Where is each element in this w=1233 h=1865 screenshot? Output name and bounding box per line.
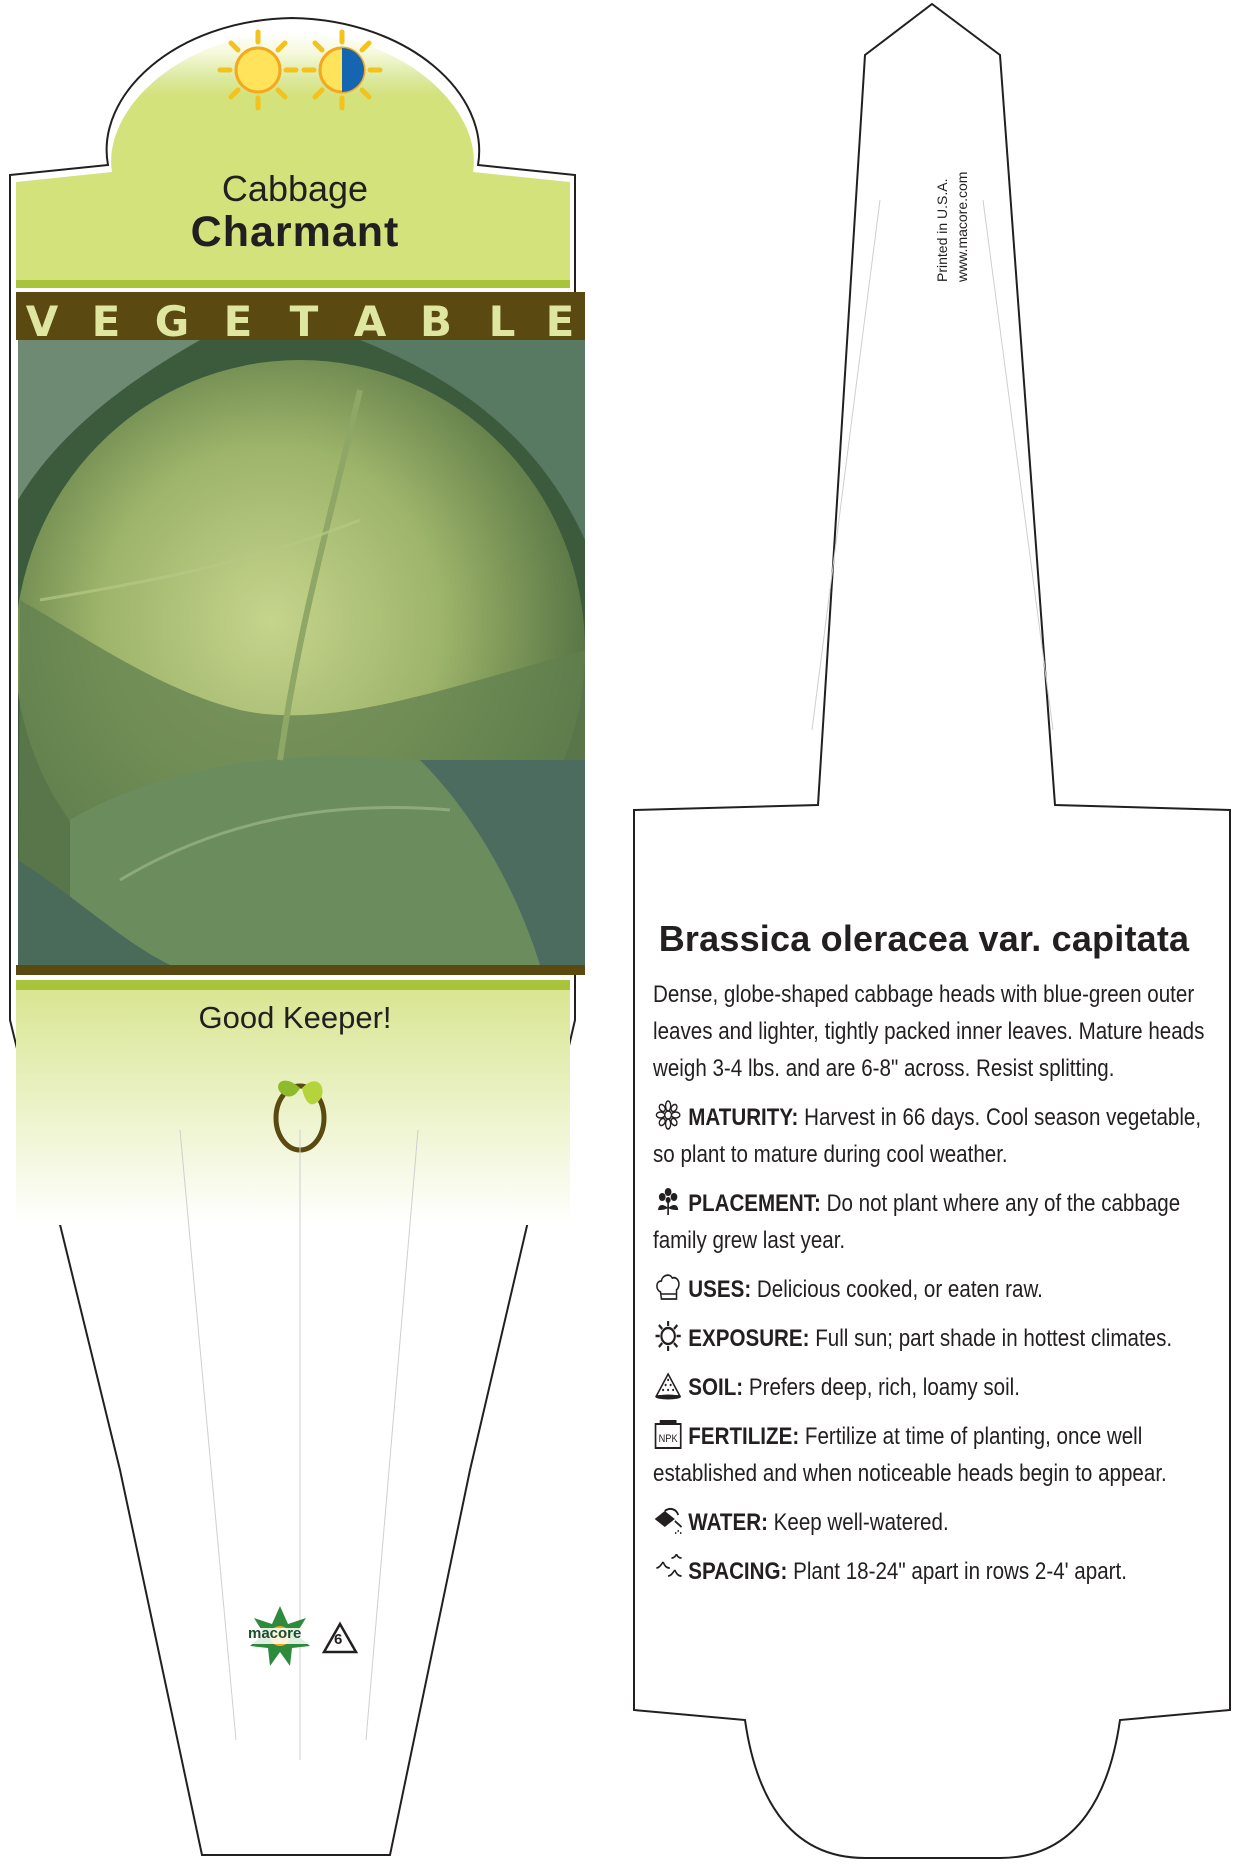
placement-label: PLACEMENT: bbox=[688, 1190, 821, 1217]
category-letter: V bbox=[25, 297, 59, 346]
water-section bbox=[653, 1504, 1216, 1541]
soil-label: SOIL: bbox=[688, 1374, 744, 1401]
spacing-icon bbox=[653, 1554, 683, 1584]
recycle-number: 6 bbox=[334, 1631, 343, 1648]
part-sun-icon bbox=[304, 32, 380, 108]
cultivar-name: Charmant bbox=[190, 208, 400, 256]
spacing-section bbox=[653, 1553, 1216, 1590]
botanical-name: Brassica oleracea var. capitata bbox=[658, 918, 1190, 959]
category-letter: G bbox=[154, 297, 190, 346]
full-sun-icon bbox=[220, 32, 296, 108]
soil-icon bbox=[653, 1370, 683, 1400]
accent-line-bottom bbox=[16, 980, 570, 990]
maturity-label: MATURITY: bbox=[688, 1104, 799, 1131]
fertilize-text: Fertilize at time of planting, once well established and when noticeable heads begin to appear. bbox=[653, 1423, 1167, 1487]
fertilize-section bbox=[653, 1418, 1216, 1492]
exposure-text: Full sun; part shade in hottest climates. bbox=[809, 1325, 1173, 1352]
printed-in-text: Printed in U.S.A. bbox=[934, 178, 950, 282]
accent-band-bottom bbox=[16, 965, 585, 975]
placement-section bbox=[653, 1185, 1216, 1259]
description: Dense, globe-shaped cabbage heads with blue-green outer leaves and lighter, tightly packed inner leaves. Mature heads weigh 3-4 lbs. and are 6-8" across. Resist splitting. bbox=[653, 981, 1205, 1082]
category-letter: E bbox=[91, 297, 121, 346]
exposure-label: EXPOSURE: bbox=[688, 1325, 810, 1352]
maturity-text: Harvest in 66 days. Cool season vegetable, so plant to mature during cool weather. bbox=[653, 1104, 1202, 1168]
category-letter: T bbox=[289, 297, 319, 346]
uses-label: USES: bbox=[688, 1276, 752, 1303]
soil-text: Prefers deep, rich, loamy soil. bbox=[743, 1374, 1020, 1401]
category-letter: B bbox=[419, 297, 452, 346]
water-text: Keep well-watered. bbox=[767, 1509, 949, 1536]
common-name: Cabbage bbox=[221, 168, 369, 209]
category-letter: E bbox=[223, 297, 253, 346]
care-info bbox=[653, 976, 1205, 1602]
watering-can-icon bbox=[653, 1505, 683, 1535]
printed-info bbox=[932, 92, 976, 282]
flower-icon bbox=[653, 1100, 683, 1130]
spacing-text: Plant 18-24" apart in rows 2-4' apart. bbox=[787, 1558, 1127, 1585]
soil-section bbox=[653, 1369, 1216, 1406]
svg-text:NPK: NPK bbox=[658, 1433, 678, 1446]
category-letter: E bbox=[545, 297, 575, 346]
category-letter: A bbox=[353, 297, 387, 346]
plant-icon bbox=[653, 1186, 683, 1216]
slogan: Good Keeper! bbox=[198, 1000, 392, 1035]
chef-hat-icon bbox=[653, 1272, 683, 1302]
fertilize-label: FERTILIZE: bbox=[688, 1423, 800, 1450]
macore-logo-text: macore bbox=[248, 1625, 302, 1642]
exposure-section bbox=[653, 1320, 1216, 1357]
spacing-label: SPACING: bbox=[688, 1558, 788, 1585]
accent-line-top bbox=[16, 280, 570, 288]
uses-text: Delicious cooked, or eaten raw. bbox=[751, 1276, 1043, 1303]
website-text: www.macore.com bbox=[954, 171, 970, 282]
maturity-section bbox=[653, 1099, 1216, 1173]
sun-icon bbox=[653, 1321, 683, 1351]
cabbage-photo bbox=[15, 340, 585, 965]
npk-icon bbox=[653, 1419, 683, 1449]
water-label: WATER: bbox=[688, 1509, 768, 1536]
uses-section bbox=[653, 1271, 1216, 1308]
placement-text: Do not plant where any of the cabbage family grew last year. bbox=[653, 1190, 1181, 1254]
category-letter: L bbox=[488, 297, 516, 346]
